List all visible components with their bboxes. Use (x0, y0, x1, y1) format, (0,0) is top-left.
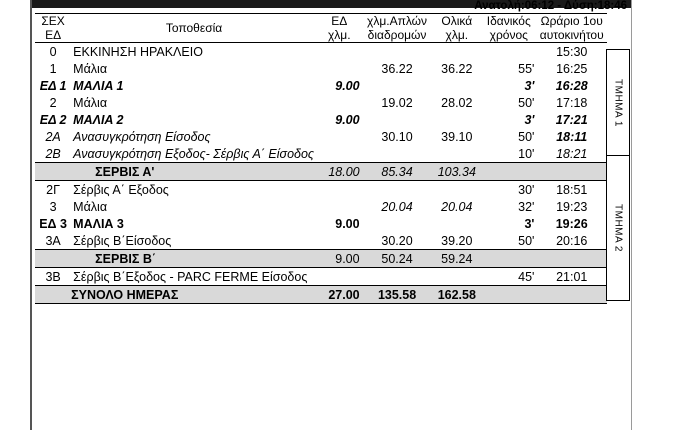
row-ed-km: 9.00 (335, 112, 360, 127)
row-total-km: 162.58 (433, 286, 482, 304)
row-liaison-km (362, 77, 433, 94)
section-1-label: ΤΜΗΜΑ 1 (606, 49, 630, 157)
row-total-km (433, 111, 482, 128)
row-ed-km (317, 198, 362, 215)
header-liaison-km: χλμ.Απλών διαδρομών (367, 14, 428, 42)
day-total-row (35, 286, 607, 304)
table-row (35, 128, 607, 145)
row-code: ΕΔ 3 (39, 216, 67, 231)
row-location: Ανασυγκρότηση Είσοδος (73, 129, 211, 144)
row-first-car-time (536, 163, 607, 181)
table-row (35, 215, 607, 232)
row-location: Σέρβις Β΄Εξοδος - PARC FERME Είσοδος (71, 268, 317, 286)
row-liaison-km: 20.04 (381, 199, 413, 214)
row-code: 2Α (45, 129, 61, 144)
row-total-km: 20.04 (441, 199, 473, 214)
row-code (35, 163, 71, 181)
row-ideal-time: 55' (518, 61, 535, 76)
header-ideal-time: Ιδανικός χρόνος (486, 14, 531, 42)
row-first-car-time: 19:23 (556, 199, 588, 214)
row-ed-km (317, 268, 362, 286)
row-liaison-km (362, 145, 433, 163)
row-liaison-km (362, 181, 433, 199)
row-location: ΜΑΛΙΑ 2 (73, 112, 124, 127)
row-code: 3 (49, 199, 57, 214)
row-location: ΜΑΛΙΑ 1 (73, 78, 124, 93)
row-liaison-km: 50.24 (362, 250, 433, 268)
row-location: ΣΕΡΒΙΣ Β΄ (71, 250, 317, 268)
row-ed-km (317, 145, 362, 163)
row-total-km (433, 145, 482, 163)
row-total-km (433, 268, 482, 286)
row-ideal-time (481, 250, 536, 268)
row-first-car-time: 20:16 (556, 233, 588, 248)
row-code: 1 (49, 61, 57, 76)
row-ideal-time: 3' (524, 216, 535, 231)
row-code: 2 (49, 95, 57, 110)
row-ed-km (317, 232, 362, 250)
row-first-car-time (536, 250, 607, 268)
row-ed-km (317, 43, 362, 61)
table-row (35, 111, 607, 128)
table-row (35, 198, 607, 215)
row-location: ΜΑΛΙΑ 3 (73, 216, 124, 231)
row-liaison-km: 19.02 (381, 95, 413, 110)
row-first-car-time: 18:21 (556, 146, 588, 161)
table-row (35, 145, 607, 163)
header-total-km: Ολικά χλμ. (441, 14, 473, 42)
table-row (35, 60, 607, 77)
row-first-car-time: 19:26 (555, 216, 588, 231)
row-first-car-time: 16:28 (555, 78, 588, 93)
row-total-km: 39.10 (441, 129, 473, 144)
row-total-km (433, 77, 482, 94)
row-total-km (433, 43, 482, 61)
row-ed-km: 18.00 (317, 163, 362, 181)
right-page-border (631, 0, 632, 430)
header-first-car: Ωράριο 1ου αυτοκινήτου (539, 14, 604, 42)
row-ed-km: 27.00 (317, 286, 362, 304)
row-liaison-km: 135.58 (362, 286, 433, 304)
itinerary-table (35, 13, 607, 304)
row-ideal-time (481, 286, 536, 304)
row-location: Μάλια (73, 199, 108, 214)
row-total-km: 39.20 (441, 233, 473, 248)
row-location: ΕΚΚΙΝΗΣΗ ΗΡΑΚΛΕΙΟ (73, 44, 203, 59)
row-ideal-time: 50' (518, 129, 535, 144)
row-first-car-time: 17:18 (556, 95, 588, 110)
row-code: 2Γ (46, 182, 60, 197)
left-page-border (30, 0, 32, 430)
row-total-km (433, 215, 482, 232)
header-ed-km: ΕΔ χλμ. (327, 14, 351, 42)
table-row (35, 232, 607, 250)
table-row (35, 77, 607, 94)
row-location: Μάλια (73, 61, 108, 76)
row-code (35, 250, 71, 268)
row-ideal-time (481, 43, 536, 61)
row-ed-km (317, 181, 362, 199)
row-location: Ανασυγκρότηση Εξοδος- Σέρβις Α΄ Είσοδος (73, 146, 314, 161)
service-subtotal-row (35, 250, 607, 268)
table-row (35, 94, 607, 111)
section-2-label: ΤΜΗΜΑ 2 (606, 155, 630, 301)
row-first-car-time (536, 286, 607, 304)
row-total-km: 59.24 (433, 250, 482, 268)
row-code: 0 (49, 44, 57, 59)
header-location: Τοποθεσία (165, 21, 223, 35)
row-liaison-km (362, 268, 433, 286)
row-code: 3Α (45, 233, 61, 248)
service-subtotal-row (35, 163, 607, 181)
row-first-car-time: 18:51 (556, 182, 588, 197)
table-row (35, 181, 607, 199)
row-code: 2Β (45, 146, 61, 161)
row-ideal-time: 45' (481, 268, 536, 286)
row-location: Σέρβις Α΄ Εξοδος (73, 182, 169, 197)
row-total-km: 28.02 (441, 95, 473, 110)
row-ideal-time: 3' (524, 78, 535, 93)
row-first-car-time: 17:21 (555, 112, 588, 127)
row-location: ΣΥΝΟΛΟ ΗΜΕΡΑΣ (71, 286, 317, 304)
row-ideal-time: 32' (518, 199, 535, 214)
row-total-km (433, 181, 482, 199)
row-total-km: 36.22 (441, 61, 473, 76)
row-ed-km: 9.00 (335, 216, 360, 231)
row-first-car-time: 18:11 (556, 129, 588, 144)
row-first-car-time: 16:25 (556, 61, 588, 76)
table-row (35, 268, 607, 286)
table-row (35, 43, 607, 61)
row-ed-km (317, 60, 362, 77)
row-code: ΕΔ 2 (39, 112, 67, 127)
row-liaison-km: 30.20 (381, 233, 413, 248)
row-location: Μάλια (73, 95, 108, 110)
row-ideal-time: 3' (524, 112, 535, 127)
row-code: ΕΔ 1 (39, 78, 67, 93)
row-liaison-km: 36.22 (381, 61, 413, 76)
row-liaison-km (362, 215, 433, 232)
row-first-car-time: 21:01 (536, 268, 607, 286)
row-code: 3Β (35, 268, 71, 286)
row-ideal-time: 10' (518, 146, 535, 161)
row-liaison-km: 85.34 (362, 163, 433, 181)
row-ideal-time: 50' (518, 233, 535, 248)
row-code (35, 286, 71, 304)
row-ideal-time (481, 163, 536, 181)
row-ed-km (317, 128, 362, 145)
row-ideal-time: 50' (518, 95, 535, 110)
row-ed-km: 9.00 (335, 78, 360, 93)
table-header-row (35, 14, 607, 43)
row-location: Σέρβις Β΄Είσοδος (73, 233, 172, 248)
row-ed-km (317, 94, 362, 111)
row-total-km: 103.34 (433, 163, 482, 181)
header-sex-ed: ΣΕΧ ΕΔ (41, 14, 65, 42)
row-liaison-km: 30.10 (381, 129, 413, 144)
row-location: ΣΕΡΒΙΣ Α' (71, 163, 317, 181)
row-first-car-time: 15:30 (556, 44, 588, 59)
row-liaison-km (362, 111, 433, 128)
sunrise-sunset-info: Ανατολή:06:12 - Δύση:18:46 (474, 0, 627, 12)
row-liaison-km (362, 43, 433, 61)
row-ideal-time: 30' (518, 182, 535, 197)
row-ed-km: 9.00 (317, 250, 362, 268)
